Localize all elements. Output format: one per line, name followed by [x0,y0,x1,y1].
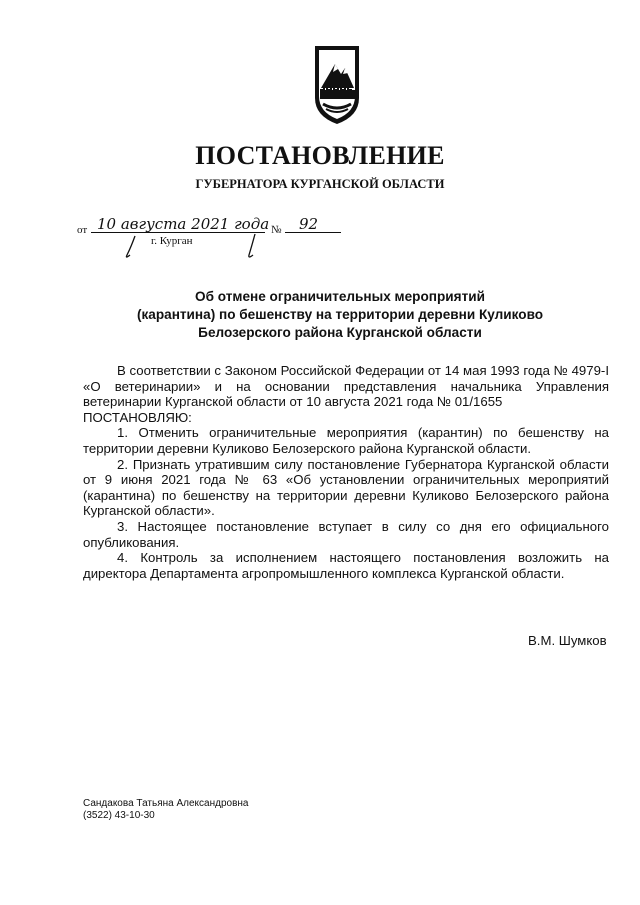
coat-of-arms-icon [311,42,363,128]
handwritten-date: 10 августа 2021 года [97,215,270,233]
executor-name: Сандакова Татьяна Александровна [83,798,249,809]
signatory-name: В.М. Шумков [528,633,607,648]
heading-line-3: Белозерского района Курганской области [198,325,482,340]
item-1: 1. Отменить ограничительные мероприятия (карантин) по бешенству на территории деревни Куликово Белозерского района Курганской области. [83,425,609,456]
handwriting-stroke-left [121,235,141,261]
handwriting-stroke-right [243,233,263,261]
executor-phone: (3522) 43-10-30 [83,810,155,821]
number-underline [285,232,341,233]
document-type-title: ПОСТАНОВЛЕНИЕ [195,141,445,170]
heading-line-2: (карантина) по бешенству на территории деревни Куликово [136,307,544,322]
document-body [83,363,609,581]
document-heading [90,288,590,342]
item-2: 2. Признать утратившим силу постановление Губернатора Курганской области от 9 июня 2021 года № 63 «Об установлении ограничительных мероприятий (карантина) по бешенству на территории деревни Куликово Белозерского района Курганской области». [83,456,609,519]
date-underline [91,232,265,233]
heading-line-1: Об отмене ограничительных мероприятий [195,289,485,304]
place-of-issue: г. Курган [151,235,193,247]
issuer-subtitle: ГУБЕРНАТОРА КУРГАНСКОЙ ОБЛАСТИ [195,177,445,191]
preamble-paragraph: В соответствии с Законом Российской Федерации от 14 мая 1993 года № 4979-I «О ветеринарии» и на основании представления начальника Управления ветеринарии Курганской области от 10 августа 2021 года № 01/1655 [83,363,609,410]
item-3: 3. Настоящее постановление вступает в силу со дня его официального опубликования. [83,518,609,550]
date-prefix: от [77,224,88,236]
number-prefix: № [271,224,282,236]
handwritten-number: 92 [299,215,319,233]
decree-word: ПОСТАНОВЛЯЮ: [83,409,192,425]
item-4: 4. Контроль за исполнением настоящего постановления возложить на директора Департамента агропромышленного комплекса Курганской области. [83,550,609,581]
date-number-row [77,215,377,265]
